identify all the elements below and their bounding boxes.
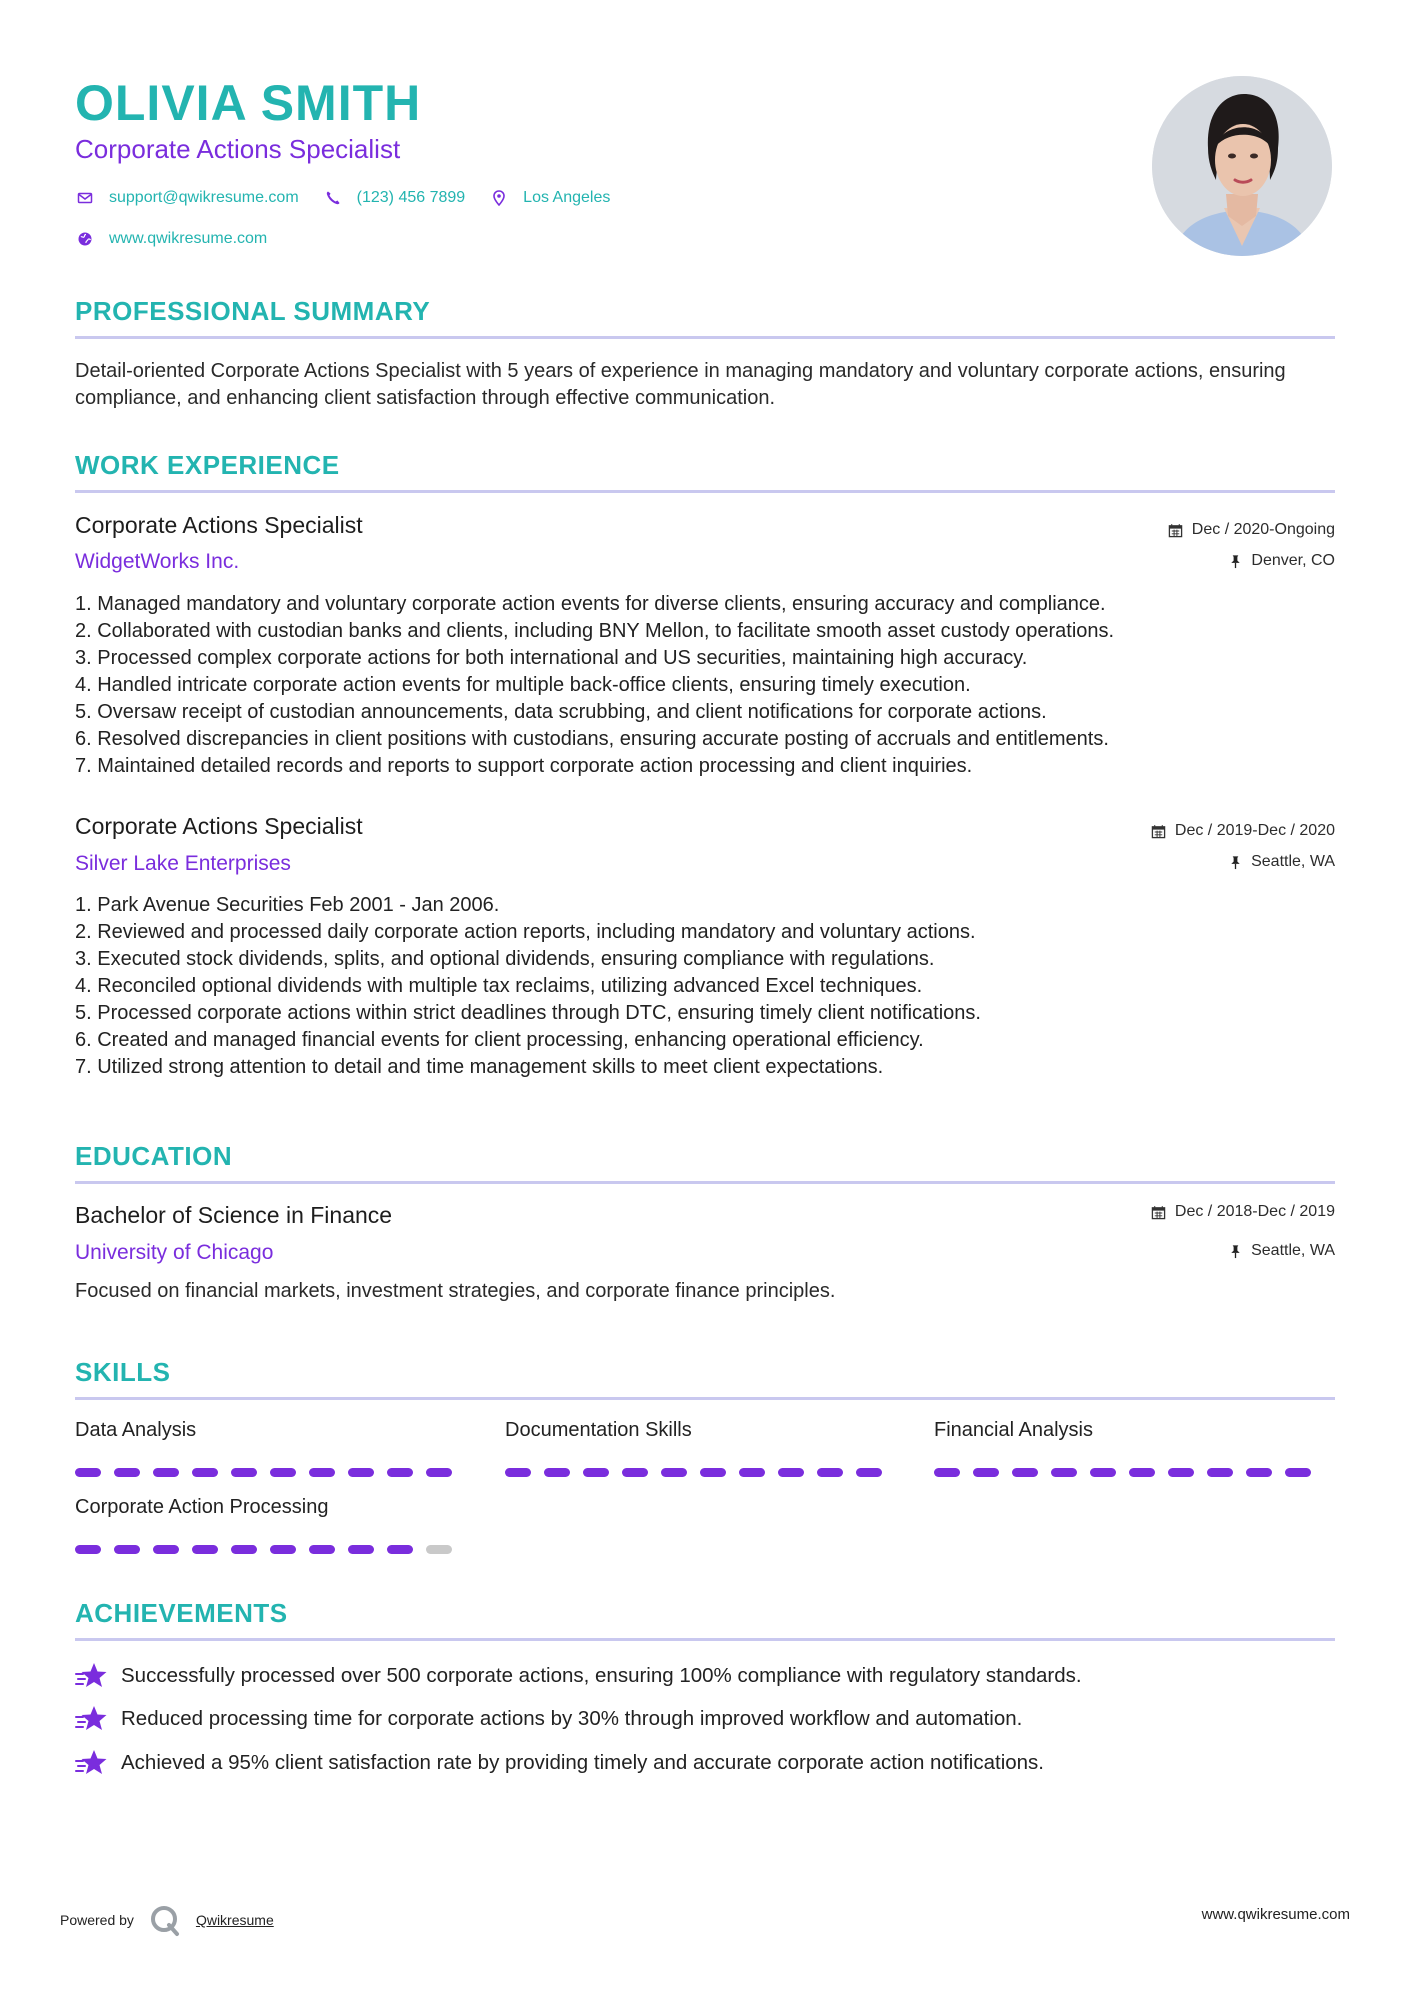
- contact-location: [489, 188, 610, 208]
- star-icon: [75, 1661, 109, 1691]
- skill-dash-filled: [270, 1468, 296, 1477]
- list-item: 6. Resolved discrepancies in client positions with custodians, ensuring accurate posting of accruals and entitlements.: [75, 728, 1109, 750]
- powered-by-text: Powered by: [60, 1912, 134, 1928]
- experience-heading: WORK EXPERIENCE: [75, 450, 340, 480]
- pushpin-icon: [1226, 552, 1244, 570]
- achievements-divider: [75, 1638, 1335, 1641]
- star-icon: [75, 1704, 109, 1734]
- skill-dash-filled: [231, 1468, 257, 1477]
- contact-row-primary: [75, 188, 634, 208]
- achievement-item: [75, 1748, 1044, 1778]
- job-title: Corporate Actions Specialist: [75, 512, 363, 538]
- qwikresume-logo-icon: [148, 1903, 182, 1937]
- calendar-icon: [1150, 822, 1168, 840]
- skill-dash-filled: [114, 1468, 140, 1477]
- skill-dash-filled: [700, 1468, 726, 1477]
- list-item: 3. Executed stock dividends, splits, and optional dividends, ensuring compliance with regulations.: [75, 948, 935, 970]
- skill-label: Documentation Skills: [505, 1419, 692, 1441]
- list-item: 7. Utilized strong attention to detail and time management skills to meet client expectations.: [75, 1056, 884, 1078]
- contact-row-secondary: [75, 229, 291, 249]
- skill-dash-filled: [114, 1545, 140, 1554]
- candidate-name: OLIVIA SMITH: [75, 75, 422, 131]
- skills-divider: [75, 1397, 1335, 1400]
- achievement-text: Reduced processing time for corporate actions by 30% through improved workflow and automation.: [121, 1707, 1023, 1730]
- education-dates: [1150, 1203, 1335, 1221]
- achievement-item: [75, 1704, 1022, 1734]
- job-dates: [1150, 822, 1335, 840]
- skill-dash-filled: [1285, 1468, 1311, 1477]
- list-item: 3. Processed complex corporate actions for both international and US securities, maintaining high accuracy.: [75, 647, 1028, 669]
- pushpin-icon: [1226, 1242, 1244, 1260]
- skill-dash-filled: [153, 1468, 179, 1477]
- achievements-heading: ACHIEVEMENTS: [75, 1598, 288, 1628]
- skill-dash-filled: [426, 1468, 452, 1477]
- summary-heading: PROFESSIONAL SUMMARY: [75, 296, 431, 326]
- list-item: 5. Processed corporate actions within strict deadlines through DTC, ensuring timely client notifications.: [75, 1002, 981, 1024]
- skill-dash-filled: [1051, 1468, 1077, 1477]
- phone-text: (123) 456 7899: [356, 189, 466, 206]
- skill-dash-filled: [973, 1468, 999, 1477]
- summary-divider: [75, 336, 1335, 339]
- list-item: 2. Collaborated with custodian banks and clients, including BNY Mellon, to facilitate smooth asset custody operations.: [75, 620, 1115, 642]
- skill-dash-filled: [505, 1468, 531, 1477]
- skill-dash-filled: [934, 1468, 960, 1477]
- skill-dash-filled: [856, 1468, 882, 1477]
- footer-url[interactable]: www.qwikresume.com: [1201, 1906, 1350, 1923]
- calendar-icon: [1167, 521, 1185, 539]
- job-company: WidgetWorks Inc.: [75, 550, 240, 573]
- profile-photo: [1152, 76, 1332, 256]
- skill-dash-filled: [622, 1468, 648, 1477]
- skill-dash-filled: [661, 1468, 687, 1477]
- skill-label: Corporate Action Processing: [75, 1496, 329, 1518]
- job-title: Corporate Actions Specialist: [75, 813, 363, 839]
- education-description: Focused on financial markets, investment strategies, and corporate finance principles.: [75, 1280, 836, 1302]
- achievement-item: [75, 1661, 1082, 1691]
- map-pin-icon: [489, 188, 509, 208]
- contact-email[interactable]: [75, 188, 299, 208]
- skills-heading: SKILLS: [75, 1357, 171, 1387]
- job-dates: [1167, 521, 1335, 539]
- skill-dash-filled: [1168, 1468, 1194, 1477]
- job-bullets: [75, 892, 1335, 1081]
- skill-meter: [75, 1545, 465, 1554]
- skill-dash-filled: [309, 1468, 335, 1477]
- education-location: [1226, 1242, 1335, 1260]
- list-item: 7. Maintained detailed records and reports to support corporate action processing and client inquiries.: [75, 755, 973, 777]
- list-item: 5. Oversaw receipt of custodian announcements, data scrubbing, and client notifications for corporate actions.: [75, 701, 1047, 723]
- skill-dash-filled: [1012, 1468, 1038, 1477]
- achievement-text: Achieved a 95% client satisfaction rate by providing timely and accurate corporate action notifications.: [121, 1751, 1045, 1774]
- job-location-text: Denver, CO: [1251, 552, 1335, 569]
- skill-dash-filled: [1129, 1468, 1155, 1477]
- education-dates-text: Dec / 2018-Dec / 2019: [1174, 1203, 1335, 1220]
- skill-meter: [934, 1468, 1324, 1477]
- calendar-icon: [1150, 1203, 1168, 1221]
- list-item: 1. Managed mandatory and voluntary corporate action events for diverse clients, ensuring accuracy and compliance.: [75, 593, 1106, 615]
- skill-dash-filled: [192, 1468, 218, 1477]
- pushpin-icon: [1226, 853, 1244, 871]
- skill-dash-filled: [231, 1545, 257, 1554]
- brand-link[interactable]: Qwikresume: [195, 1912, 274, 1928]
- skill-dash-filled: [348, 1468, 374, 1477]
- school-name: University of Chicago: [75, 1241, 274, 1264]
- skill-label: Financial Analysis: [934, 1419, 1093, 1441]
- job-dates-text: Dec / 2020-Ongoing: [1191, 521, 1335, 538]
- job-dates-text: Dec / 2019-Dec / 2020: [1174, 822, 1335, 839]
- skill-label: Data Analysis: [75, 1419, 197, 1441]
- job-location-text: Seattle, WA: [1251, 853, 1335, 870]
- skill-dash-filled: [387, 1545, 413, 1554]
- envelope-icon: [75, 188, 95, 208]
- summary-text: Detail-oriented Corporate Actions Specialist with 5 years of experience in managing mandatory and voluntary corporate actions, ensuring compliance, and enhancing client satisfaction through effective communication.: [75, 360, 1286, 409]
- skill-dash-filled: [1090, 1468, 1116, 1477]
- job-location: [1226, 552, 1335, 570]
- list-item: 4. Handled intricate corporate action events for multiple back-office clients, ensuring timely execution.: [75, 674, 971, 696]
- list-item: 2. Reviewed and processed daily corporate action reports, including mandatory and voluntary actions.: [75, 921, 976, 943]
- list-item: 6. Created and managed financial events for client processing, enhancing operational efficiency.: [75, 1029, 924, 1051]
- website-text: www.qwikresume.com: [109, 230, 268, 247]
- skill-dash-filled: [309, 1545, 335, 1554]
- skill-dash-filled: [817, 1468, 843, 1477]
- contact-phone[interactable]: [323, 188, 466, 208]
- list-item: 4. Reconciled optional dividends with multiple tax reclaims, utilizing advanced Excel techniques.: [75, 975, 923, 997]
- skill-dash-filled: [75, 1545, 101, 1554]
- education-divider: [75, 1181, 1335, 1184]
- degree-title: Bachelor of Science in Finance: [75, 1202, 393, 1228]
- skill-dash-filled: [583, 1468, 609, 1477]
- job-location: [1226, 853, 1335, 871]
- job-bullets: [75, 591, 1335, 780]
- skill-dash-filled: [778, 1468, 804, 1477]
- education-location-text: Seattle, WA: [1251, 1242, 1335, 1259]
- skill-dash-filled: [348, 1545, 374, 1554]
- candidate-title: Corporate Actions Specialist: [75, 134, 401, 164]
- job-company: Silver Lake Enterprises: [75, 852, 291, 875]
- skill-dash-filled: [1246, 1468, 1272, 1477]
- globe-icon: [75, 229, 95, 249]
- footer-powered-by: [60, 1903, 274, 1937]
- experience-divider: [75, 490, 1335, 493]
- achievement-text: Successfully processed over 500 corporate actions, ensuring 100% compliance with regulatory standards.: [121, 1664, 1082, 1687]
- education-heading: EDUCATION: [75, 1141, 233, 1171]
- skill-dash-filled: [1207, 1468, 1233, 1477]
- skill-meter: [505, 1468, 895, 1477]
- list-item: 1. Park Avenue Securities Feb 2001 - Jan 2006.: [75, 894, 500, 916]
- skill-meter: [75, 1468, 465, 1477]
- skill-dash-filled: [270, 1545, 296, 1554]
- skill-dash-filled: [739, 1468, 765, 1477]
- skill-dash-filled: [192, 1545, 218, 1554]
- skill-dash-filled: [75, 1468, 101, 1477]
- skill-dash-filled: [544, 1468, 570, 1477]
- skill-dash-empty: [426, 1545, 452, 1554]
- phone-icon: [323, 188, 343, 208]
- skill-dash-filled: [387, 1468, 413, 1477]
- email-text: support@qwikresume.com: [109, 189, 299, 206]
- contact-website[interactable]: [75, 229, 267, 249]
- location-text: Los Angeles: [523, 189, 611, 206]
- star-icon: [75, 1748, 109, 1778]
- skill-dash-filled: [153, 1545, 179, 1554]
